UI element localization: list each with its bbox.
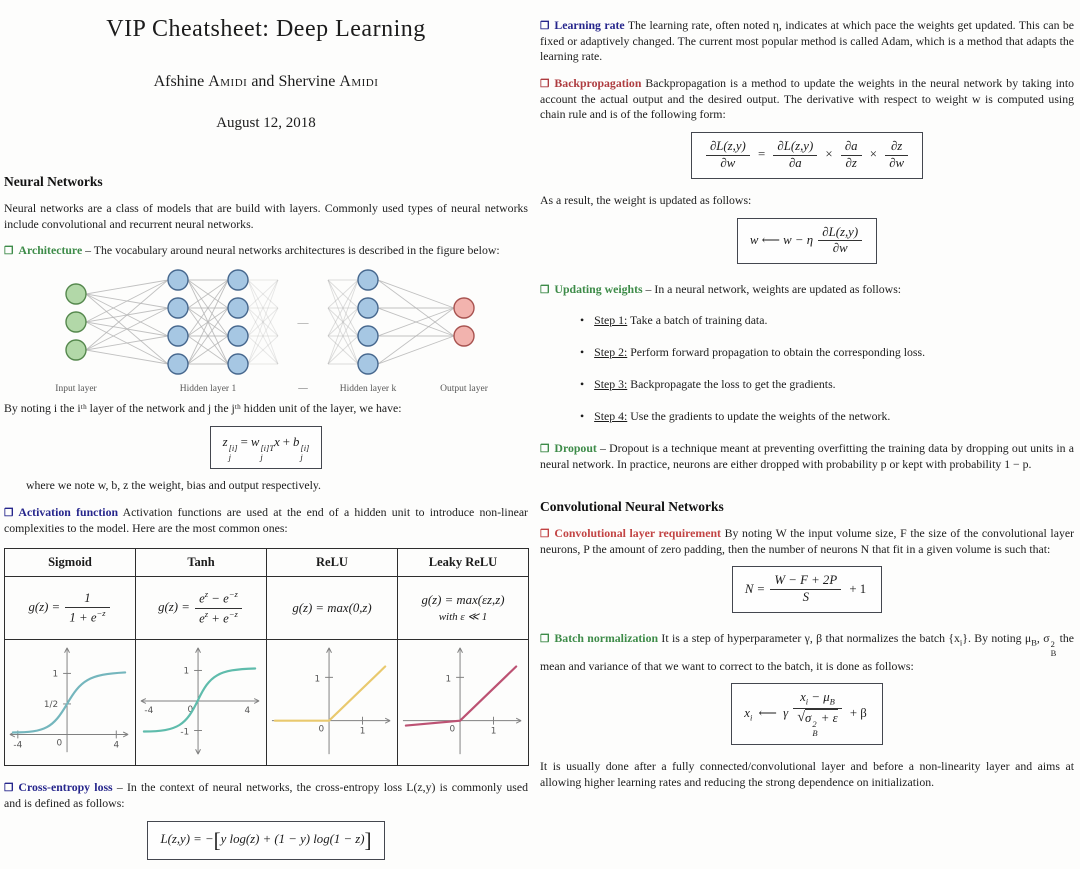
- step-label: Step 3:: [594, 377, 628, 392]
- step-text: Perform forward propagation to obtain the corresponding loss.: [630, 345, 926, 360]
- formula-neurons-box: [732, 566, 882, 613]
- leaky-relu-plot-svg: [399, 641, 527, 759]
- square-bullet-icon: ❒: [540, 444, 550, 456]
- conv-requirement-paragraph: [540, 526, 1074, 557]
- term-label: Convolutional layer requirement: [554, 525, 721, 540]
- formula-cross-entropy-box: [147, 821, 384, 860]
- sigmoid-plot: [5, 640, 136, 766]
- step-label: Step 4:: [594, 409, 628, 424]
- term-cross-entropy-loss: [4, 780, 113, 794]
- tanh-formula: g(z) = $\frac{e^z - e^{-z}}{e^z + e^{-z}}$: [136, 577, 267, 640]
- section-neural-networks: Neural Networks: [4, 174, 103, 189]
- list-item-step-4: [580, 409, 1074, 424]
- activation-table: [4, 548, 529, 766]
- svg-text:—: —: [298, 383, 308, 394]
- formula-batch-norm: $x_i$ ⟵ γ $x_i - \mu_B$ √σ 2 B + ε + β: [744, 690, 867, 738]
- sigmoid-plot-svg: [6, 641, 134, 759]
- learning-rate-paragraph: [540, 18, 1074, 65]
- formula-weight-update: w ⟵ w − η $\frac{\partial L(z,y)}{\partial w}$: [750, 233, 864, 247]
- term-backpropagation: [540, 76, 641, 90]
- activation-formula-row: [5, 577, 529, 640]
- step-label: Step 2:: [594, 345, 628, 360]
- formula-batch-norm-box: [731, 683, 883, 745]
- relu-plot: [267, 640, 398, 766]
- term-label: Backpropagation: [554, 75, 642, 90]
- term-label: Architecture: [18, 243, 83, 258]
- term-description: – The vocabulary around neural networks architectures is described in the figure below:: [85, 243, 500, 258]
- term-label: Activation function: [18, 504, 119, 519]
- formula-chain-rule-box: [691, 132, 923, 179]
- noting-paragraph: By noting i the iᵗʰ layer of the network and j the jᵗʰ hidden unit of the layer, we have:: [4, 400, 402, 415]
- term-label: Updating weights: [554, 282, 643, 297]
- steps-list: [554, 313, 1074, 424]
- backpropagation-paragraph: [540, 76, 1074, 123]
- intro-paragraph: Neural networks are a class of models that are build with layers. Commonly used types of neural networks include convolutional and recurrent neural networks.: [4, 201, 528, 231]
- network-diagram-svg: [16, 265, 516, 397]
- term-batch-normalization: [540, 631, 658, 645]
- list-item-step-3: [580, 377, 1074, 392]
- term-label: Cross-entropy loss: [18, 780, 113, 795]
- batch-normalization-paragraph: [540, 631, 1074, 674]
- square-bullet-icon: ❒: [540, 285, 550, 297]
- activation-plot-row: [5, 640, 529, 766]
- formula-z: z [i] j = w [i]T j x + b [i] j: [222, 434, 310, 462]
- authors-line: [4, 73, 528, 91]
- svg-text:Input layer: Input layer: [55, 383, 97, 394]
- formula-weight-update-box: [737, 218, 877, 265]
- step-text: Use the gradients to update the weights of the network.: [630, 409, 891, 424]
- svg-text:4: 4: [244, 706, 251, 717]
- author-last-name: Amidi: [208, 73, 248, 90]
- updating-weights-paragraph: [540, 282, 1074, 298]
- formula-neurons: N = $\frac{W - F + 2P}{S}$ + 1: [744, 573, 867, 605]
- col-header-tanh: Tanh: [136, 549, 267, 577]
- date: August 12, 2018: [216, 115, 316, 131]
- term-description: The learning rate, often noted η, indicates at which pace the weights get updated. This can be fixed or adaptively changed. The current most popular method is called Adam, which is a method that adapts the learning rate.: [540, 18, 1074, 64]
- leaky-relu-plot: [398, 640, 529, 766]
- svg-text:0: 0: [56, 738, 63, 749]
- formula-cross-entropy: L(z,y) = −[y log(z) + (1 − y) log(1 − z)]: [160, 827, 372, 852]
- svg-text:1: 1: [445, 674, 452, 685]
- list-item-step-2: [580, 345, 1074, 360]
- svg-text:1: 1: [183, 666, 190, 677]
- closing-paragraph: It is usually done after a fully connected/convolutional layer and before a non-linearity layer and aims at allowing higher learning rates and reducing the strong dependence on initialization.: [540, 759, 1074, 789]
- svg-text:1: 1: [490, 726, 497, 737]
- svg-text:1: 1: [314, 674, 321, 685]
- author2-last-name: Amidi: [339, 73, 379, 90]
- col-header-leaky-relu: Leaky ReLU: [398, 549, 529, 577]
- svg-text:0: 0: [318, 724, 325, 735]
- network-diagram: [4, 265, 528, 397]
- term-description: Backpropagation is a method to update the weights in the neural network by taking into account the actual output and the desired output. The derivative with respect to weight w is computed using chain rule and is of the following form:: [540, 75, 1074, 122]
- formula-chain-rule: $\frac{\partial L(z,y)}{\partial w}$ = $\frac{\partial L(z,y)}{\partial a}$ × $\frac{\partial a}{\partial z}$ × $\frac{\partial z}{\partial w}$: [704, 147, 910, 161]
- square-bullet-icon: ❒: [540, 634, 550, 646]
- svg-text:1/2: 1/2: [43, 700, 59, 711]
- term-description: – In the context of neural networks, the cross-entropy loss L(z,y) is commonly used and is defined as follows:: [4, 780, 529, 811]
- left-column: [4, 0, 528, 869]
- svg-text:-1: -1: [180, 727, 190, 738]
- author2-first-name: Shervine: [278, 73, 336, 90]
- where-note-paragraph: where we note w, b, z the weight, bias and output respectively.: [26, 478, 321, 493]
- svg-text:1: 1: [359, 726, 366, 737]
- term-description: – In a neural network, weights are updated as follows:: [645, 282, 902, 297]
- square-bullet-icon: ❒: [540, 21, 550, 32]
- square-bullet-icon: ❒: [4, 246, 14, 258]
- tanh-plot-svg: [137, 641, 265, 759]
- svg-text:Hidden layer k: Hidden layer k: [339, 383, 397, 394]
- term-label: Batch normalization: [554, 631, 659, 646]
- architecture-paragraph: [4, 243, 528, 259]
- term-description: – Dropout is a technique meant at preventing overfitting the training data by dropping out units in a neural network. In practice, neurons are either dropped with probability p or kept with probability 1 − p.: [540, 441, 1074, 472]
- svg-text:-4: -4: [144, 706, 154, 717]
- term-label: Learning rate: [554, 18, 625, 32]
- tanh-plot: [136, 640, 267, 766]
- col-header-relu: ReLU: [267, 549, 398, 577]
- square-bullet-icon: ❒: [4, 783, 14, 795]
- square-bullet-icon: ❒: [4, 507, 14, 519]
- dropout-paragraph: [540, 441, 1074, 472]
- section-convolutional-neural-networks: Convolutional Neural Networks: [540, 498, 724, 514]
- term-learning-rate: [540, 18, 625, 32]
- activation-paragraph: [4, 505, 528, 536]
- term-label: Dropout: [554, 441, 597, 456]
- term-description: It is a step of hyperparameter γ, β that normalizes the batch $\{x_i\}$. By noting $\mu_B$, σ 2 B the mean and variance of that we want to correct to the batch, it is done as follows:: [540, 631, 1074, 673]
- relu-formula: g(z) = max(0,z): [267, 577, 398, 640]
- term-description: Activation functions are used at the end of a hidden unit to introduce non-linear complexities to the model. Here are the most common ones:: [4, 504, 528, 535]
- svg-text:Output layer: Output layer: [440, 383, 488, 394]
- cross-entropy-paragraph: [4, 780, 528, 811]
- square-bullet-icon: ❒: [540, 78, 550, 90]
- svg-text:0: 0: [187, 705, 194, 716]
- list-item-step-1: [580, 313, 1074, 328]
- term-updating-weights: [540, 282, 643, 296]
- svg-text:-4: -4: [13, 740, 23, 751]
- term-dropout: [540, 441, 597, 455]
- term-activation-function: [4, 505, 118, 519]
- svg-text:4: 4: [113, 740, 120, 751]
- svg-text:Hidden layer 1: Hidden layer 1: [179, 383, 237, 394]
- author-first-name: Afshine: [153, 73, 205, 90]
- step-text: Backpropagate the loss to get the gradients.: [630, 377, 836, 392]
- term-architecture: [4, 243, 82, 257]
- svg-text:1: 1: [52, 669, 59, 680]
- right-column: [540, 0, 1074, 790]
- sigmoid-formula: g(z) = $\frac{1}{1 + e^{-z}}$: [5, 577, 136, 640]
- page-title: VIP Cheatsheet: Deep Learning: [106, 16, 426, 42]
- term-convolutional-layer-requirement: [540, 526, 721, 540]
- step-text: Take a batch of training data.: [630, 313, 768, 328]
- formula-z-box: [210, 426, 323, 470]
- col-header-sigmoid: Sigmoid: [5, 549, 136, 577]
- term-description: By noting W the input volume size, F the size of the convolutional layer neurons, P the amount of zero padding, then the number of neurons N that fit in a given volume is such that:: [540, 525, 1075, 556]
- svg-text:—: —: [297, 316, 309, 329]
- activation-table-header-row: [5, 549, 529, 577]
- authors-conjunction: and: [251, 73, 275, 90]
- svg-text:0: 0: [449, 724, 456, 735]
- relu-plot-svg: [268, 641, 396, 759]
- leaky-relu-formula: g(z) = max(εz,z) with ε ≪ 1: [398, 577, 529, 640]
- step-label: Step 1:: [594, 313, 628, 328]
- as-result-paragraph: As a result, the weight is updated as follows:: [540, 192, 752, 207]
- square-bullet-icon: ❒: [540, 528, 550, 540]
